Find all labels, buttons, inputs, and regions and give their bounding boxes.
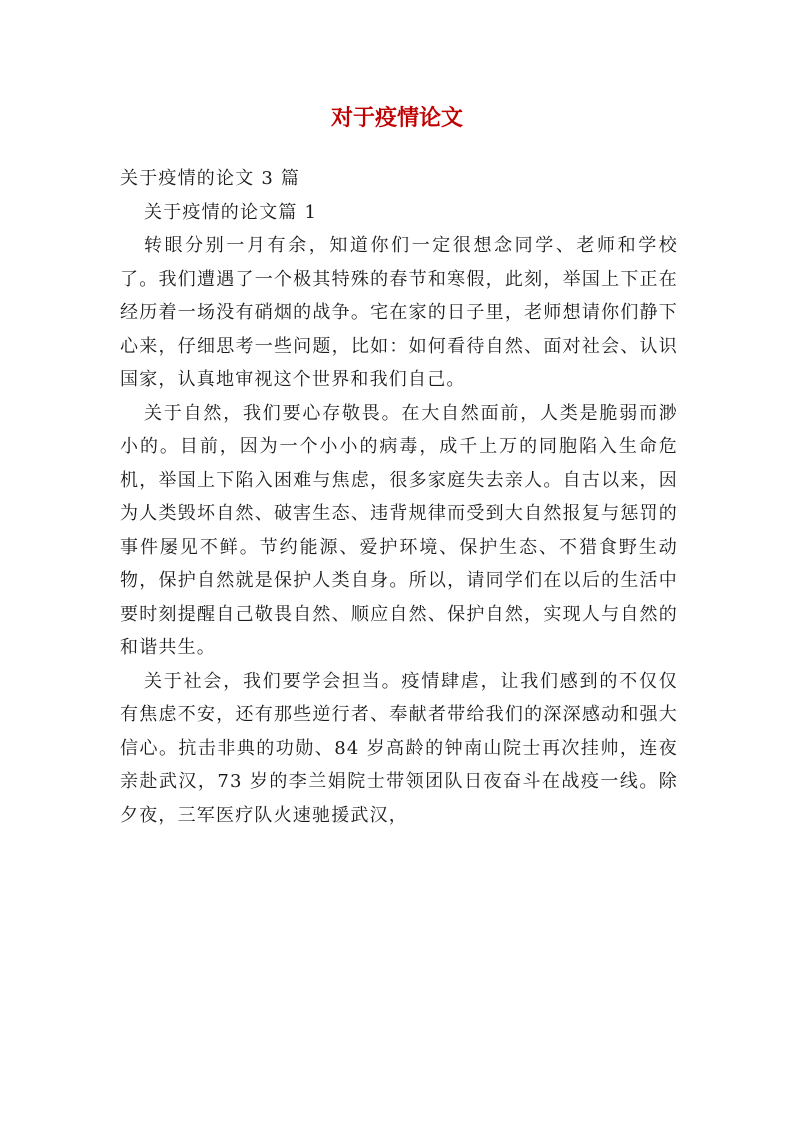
paragraph-3: 关于社会，我们要学会担当。疫情肆虐，让我们感到的不仅仅有焦虑不安，还有那些逆行者、奉献者带给我们的深深感动和强大信心。抗击非典的功勋、84 岁高龄的钟南山院士再次挂帅，连夜亲赴武汉，73 岁的李兰娟院士带领团队日夜奋斗在战疫一线。除夕夜，三军医疗队火速驰援武汉， (120, 670, 678, 826)
document-body (120, 162, 678, 832)
paragraph-2: 关于自然，我们要心存敬畏。在大自然面前，人类是脆弱而渺小的。目前，因为一个小小的病毒，成千上万的同胞陷入生命危机，举国上下陷入困难与焦虑，很多家庭失去亲人。自古以来，因为人类毁坏自然、破害生态、违背规律而受到大自然报复与惩罚的事件屡见不鲜。节约能源、爱护环境、保护生态、不猎食野生动物，保护自然就是保护人类自身。所以，请同学们在以后的生活中要时刻提醒自己敬畏自然、顺应自然、保护自然，实现人与自然的和谐共生。 (120, 402, 678, 658)
document-subtitle: 关于疫情的论文 3 篇 (120, 168, 301, 189)
document-title: 对于疫情论文 (330, 105, 463, 131)
section-heading: 关于疫情的论文篇 1 (144, 201, 318, 223)
paragraph-1: 转眼分别一月有余，知道你们一定很想念同学、老师和学校了。我们遭遇了一个极其特殊的春节和寒假，此刻，举国上下正在经历着一场没有硝烟的战争。宅在家的日子里，老师想请你们静下心来，仔细思考一些问题，比如：如何看待自然、面对社会、认识国家，认真地审视这个世界和我们自己。 (120, 235, 678, 390)
